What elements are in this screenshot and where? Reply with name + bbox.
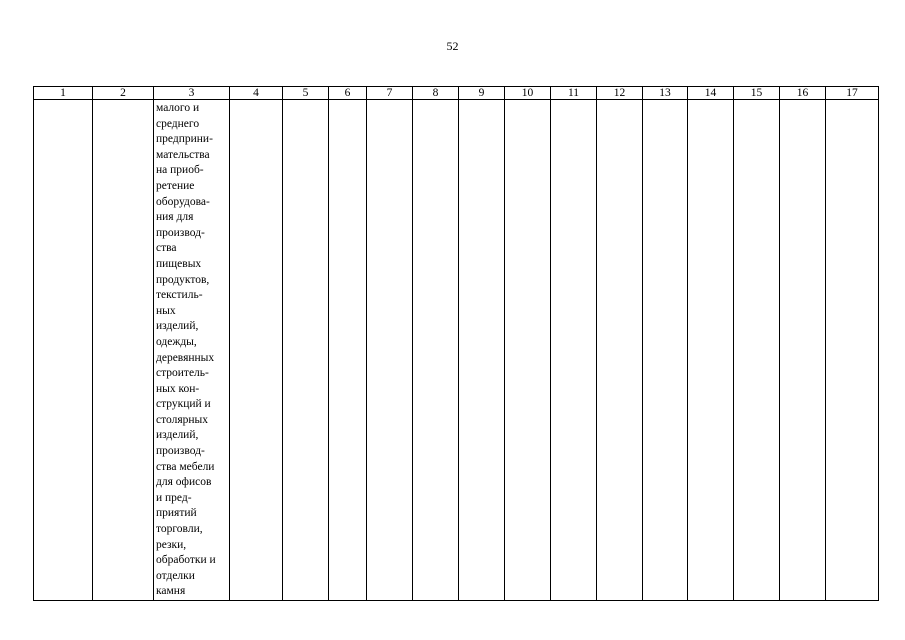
column-header-2: 2 (93, 87, 154, 100)
table-cell-15 (734, 100, 780, 601)
table-cell-3 (154, 100, 230, 601)
column-header-7: 7 (367, 87, 413, 100)
column-header-13: 13 (643, 87, 688, 100)
column-header-3: 3 (154, 87, 230, 100)
table-cell-7 (367, 100, 413, 601)
column-header-8: 8 (413, 87, 459, 100)
column-header-16: 16 (780, 87, 826, 100)
table-cell-17 (826, 100, 879, 601)
column-header-6: 6 (329, 87, 367, 100)
table-cell-9 (459, 100, 505, 601)
column-header-12: 12 (597, 87, 643, 100)
table-row (34, 100, 879, 601)
page-number: 52 (446, 39, 459, 53)
column-header-4: 4 (230, 87, 283, 100)
cell-text-description: малого и среднего предприни- мательства на приоб- ретение оборудова- ния для производ- ства пищевых продуктов, текстиль- ных изделий, одежды, деревянных строитель- ных кон- струкций и столярных изделий, производ- ства мебели для офисов и пред- приятий торговли, резки, обработки и отделки камня (156, 102, 216, 598)
table-cell-6 (329, 100, 367, 601)
column-header-11: 11 (551, 87, 597, 100)
table-cell-10 (505, 100, 551, 601)
table-cell-14 (688, 100, 734, 601)
table-cell-8 (413, 100, 459, 601)
column-header-5: 5 (283, 87, 329, 100)
table-cell-5 (283, 100, 329, 601)
table-cell-1 (34, 100, 93, 601)
column-header-10: 10 (505, 87, 551, 100)
header-row (34, 87, 879, 100)
column-header-15: 15 (734, 87, 780, 100)
data-table (33, 86, 879, 601)
column-header-1: 1 (34, 87, 93, 100)
table-cell-11 (551, 100, 597, 601)
table-cell-2 (93, 100, 154, 601)
table-cell-13 (643, 100, 688, 601)
table-cell-16 (780, 100, 826, 601)
column-header-17: 17 (826, 87, 879, 100)
table-cell-12 (597, 100, 643, 601)
table-cell-4 (230, 100, 283, 601)
column-header-9: 9 (459, 87, 505, 100)
column-header-14: 14 (688, 87, 734, 100)
